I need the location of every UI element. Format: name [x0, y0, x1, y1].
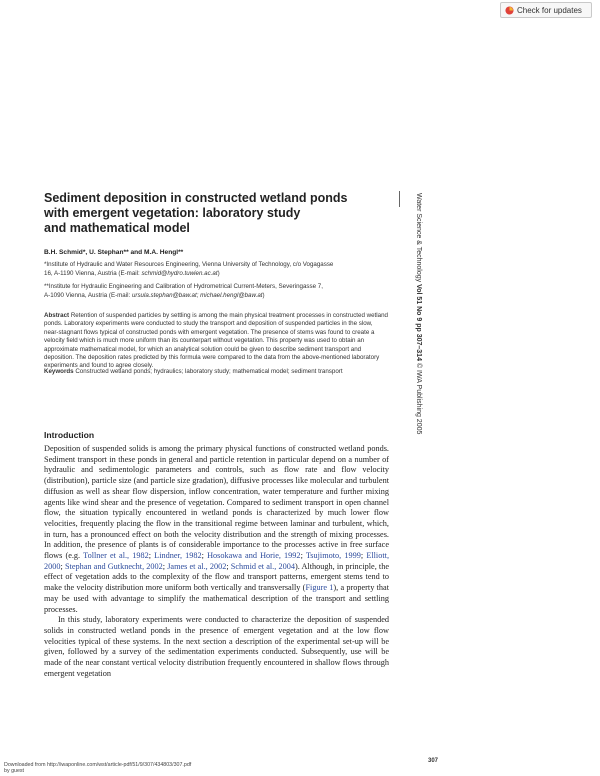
abstract-label: Abstract: [44, 312, 70, 319]
check-for-updates-label: Check for updates: [517, 5, 582, 15]
citation-link[interactable]: Stephan and Gutknecht, 2002: [64, 561, 163, 571]
publisher-info: © IWA Publishing 2005: [415, 362, 422, 435]
article-title: [44, 191, 384, 236]
figure-link[interactable]: Figure 1: [305, 583, 334, 593]
citation-link[interactable]: Lindner, 1982: [154, 551, 202, 561]
download-user: by guest: [4, 768, 25, 775]
introduction-body: [44, 444, 389, 679]
page-number: 307: [428, 758, 439, 764]
journal-sidebar: [415, 193, 422, 434]
check-for-updates-button[interactable]: [500, 2, 592, 18]
journal-name: Water Science & Technology: [415, 193, 422, 283]
download-footer: [4, 762, 191, 774]
affiliation-1: *Institute of Hydraulic and Water Resources Engineering, Vienna University of Technology, c/o Vogagasse 16, A-1190 Vienna, Austria (E-mail: schmid@hydro.tuwien.ac.at): [44, 261, 334, 277]
title-line: with emergent vegetation: laboratory study: [44, 206, 301, 220]
check-updates-icon: [505, 6, 514, 15]
citation-link[interactable]: Schmid et al., 2004: [230, 561, 295, 571]
volume-info: Vol 51 No 9 pp 307–314: [415, 284, 422, 361]
keywords-label: Keywords: [44, 368, 74, 375]
keywords-text: Constructed wetland ponds; hydraulics; laboratory study; mathematical model; sediment transport: [75, 368, 343, 375]
keywords: [44, 368, 344, 376]
sidebar-divider: [399, 191, 400, 207]
section-heading-introduction: Introduction: [44, 430, 95, 440]
title-line: Sediment deposition in constructed wetland ponds: [44, 191, 348, 205]
paragraph: Deposition of suspended solids is among the primary physical functions of constructed wetland ponds. Sediment transport in these ponds in general and particle retention in particular depend on a number of hydraulic and sedimentologic parameters and controls, such as flow rate and flow velocity (distribution), particle size (and particle size gradation), diffusive processes like molecular and turbulent diffusion as well as shear flow dispersion, inflow concentration, water temperature and further mixing agents like wind shear and the presence of vegetation. Compared to sediment transport in open channel flow, the situation typically encountered in wetland ponds is characterized by much lower flow velocities, frequently placing the flow in the transitional regime between laminar and turbulent, which, in turn, has a pronounced effect on both the velocity distribution and the strength of mixing processes. In addition, the presence of plants is of considerable importance to the processes active in free surface flows (e.g. Tollner et al., 1982; Lindner, 1982; Hosokawa and Horie, 1992; Tsujimoto, 1999; Elliott, 2000; Stephan and Gutknecht, 2002; James et al., 2002; Schmid et al., 2004). Although, in principle, the effect of vegetation adds to the complexity of the flow and transport patterns, emergent stems tend to make the velocity distribution more uniform both vertically and transversally (Figure 1), a property that may be used with advantage to simplify the mathematical description of the transport and settling processes.: [44, 444, 389, 614]
citation-link[interactable]: James et al., 2002: [167, 561, 227, 571]
download-url: Downloaded from http://iwaponline.com/wst/article-pdf/51/9/307/434803/307.pdf: [4, 762, 192, 768]
citation-link[interactable]: Hosokawa and Horie, 1992: [207, 551, 301, 561]
citation-link[interactable]: Elliott, 2000: [44, 551, 389, 571]
email-link[interactable]: ursula.stephan@baw.at; michael.hengl@baw.at: [131, 291, 263, 299]
abstract-text: Retention of suspended particles by settling is among the main physical treatment processes in constructed wetland ponds. Laboratory experiments were conducted to study the transport and deposition of suspended particles in the slow, near-stagnant flows typical of constructed ponds with emergent vegetation. The presence of stems was found to create a velocity field which is much more uniform than its counterpart without vegetation. This property was used to obtain an approximate mathematical model, for which an analytical solution could be given to describe sediment transport and deposition. The deposition rates predicted by this formula were compared to the data from the above-mentioned laboratory experiments and found to agree closely.: [44, 312, 388, 370]
citation-link[interactable]: Tollner et al., 1982: [83, 551, 149, 561]
affiliation-2: **Institute for Hydraulic Engineering and Calibration of Hydrometrical Current-Meters, Severingasse 7, A-1090 Vienna, Austria (E-mail: ursula.stephan@baw.at; michael.hengl@baw.at): [44, 283, 323, 299]
email-link[interactable]: schmid@hydro.tuwien.ac.at: [141, 269, 218, 277]
authors: B.H. Schmid*, U. Stephan** and M.A. Hengl**: [44, 249, 184, 256]
citation-link[interactable]: Tsujimoto, 1999: [305, 551, 361, 561]
title-line: and mathematical model: [44, 221, 190, 235]
abstract: [44, 312, 388, 371]
paragraph: In this study, laboratory experiments were conducted to characterize the deposition of suspended solids in constructed wetland ponds in the presence of emergent vegetation and at the low flow velocities typical of these systems. In the next section a description of the experimental set-up will be given, followed by a survey of the sedimentation experiments conducted. Subsequently, use will be made of the near constant vertical velocity distribution frequently encountered in shallow flows through emergent vegetation: [44, 615, 389, 678]
